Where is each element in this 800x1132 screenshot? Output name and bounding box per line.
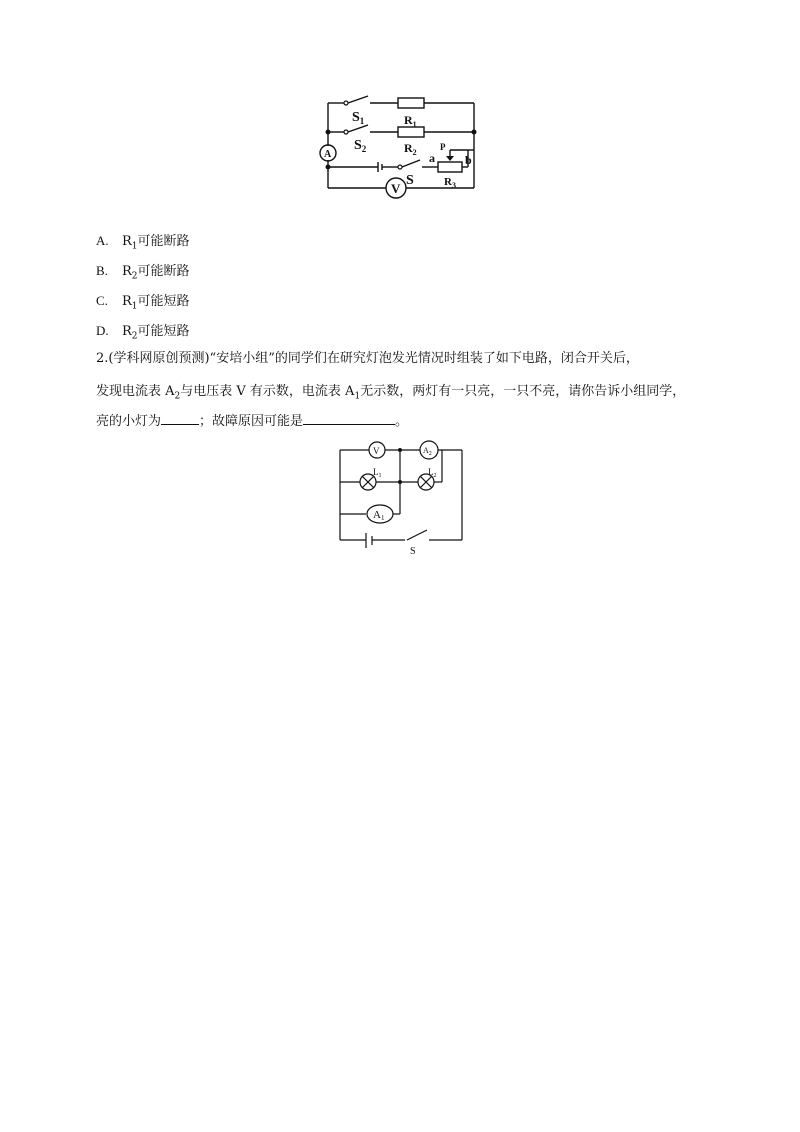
option-symbol: R	[122, 234, 132, 249]
option-text: 可能短路	[137, 294, 190, 309]
b-label: b	[465, 153, 472, 167]
option-symbol: R	[122, 324, 132, 339]
option-symbol: R	[122, 294, 132, 309]
voltmeter-label: V	[391, 181, 401, 196]
circuit-diagram-2	[325, 435, 475, 560]
option-subscript: 2	[131, 271, 138, 282]
question-2-line-2	[96, 383, 685, 406]
switch-s-label: S	[410, 546, 416, 557]
question-text: 亮的小灯为	[96, 414, 162, 429]
ammeter-a1-label: A1	[373, 509, 385, 522]
option-key: A.	[96, 233, 109, 248]
lamp-l2-label: $L_2$	[428, 467, 437, 479]
subscript: 1	[354, 391, 361, 402]
ammeter-a2-label: $A_2$	[423, 446, 432, 457]
circuit-diagram-1	[310, 90, 500, 205]
option-c	[96, 293, 190, 315]
option-subscript: 1	[131, 241, 138, 252]
voltmeter-label: V	[373, 446, 380, 456]
question-text: 无示数，两灯有一只亮，一只不亮，请你告诉小组同学，	[360, 384, 686, 399]
answer-blank-1[interactable]	[161, 412, 199, 425]
subscript: 2	[174, 391, 181, 402]
p-label: P	[440, 142, 446, 152]
option-text: 可能断路	[137, 234, 190, 249]
option-subscript: 1	[131, 301, 138, 312]
option-key: B.	[96, 263, 108, 278]
a-label: a	[429, 151, 435, 165]
ammeter-label: A	[324, 149, 332, 160]
answer-blank-2[interactable]	[303, 412, 395, 425]
option-a	[96, 233, 190, 255]
question-text: 。	[395, 414, 409, 429]
option-key: D.	[96, 323, 109, 338]
question-2-line-3	[96, 412, 408, 431]
r2-label: $R_2$	[404, 141, 417, 157]
s2-label: $S_2$	[354, 138, 367, 154]
option-b	[96, 263, 190, 285]
r3-label: $R_3$	[444, 176, 456, 190]
question-text: 与电压表 V 有示数，电流表 A	[180, 384, 355, 399]
question-text: ；故障原因可能是	[199, 414, 304, 429]
lamp-l1-label: $L_1$	[373, 467, 382, 479]
s-label: S	[406, 173, 414, 188]
option-text: 可能短路	[137, 324, 190, 339]
option-d	[96, 323, 190, 345]
option-symbol: R	[122, 264, 132, 279]
s1-label: $S_1$	[352, 110, 365, 126]
question-text: 发现电流表 A	[96, 384, 175, 399]
option-key: C.	[96, 293, 108, 308]
r1-label: $R_1$	[404, 113, 417, 129]
option-subscript: 2	[131, 331, 138, 342]
question-2-line-1: 2.(学科网原创预测)“安培小组”的同学们在研究灯泡发光情况时组装了如下电路，闭合开关后，	[96, 351, 639, 366]
option-text: 可能断路	[137, 264, 190, 279]
